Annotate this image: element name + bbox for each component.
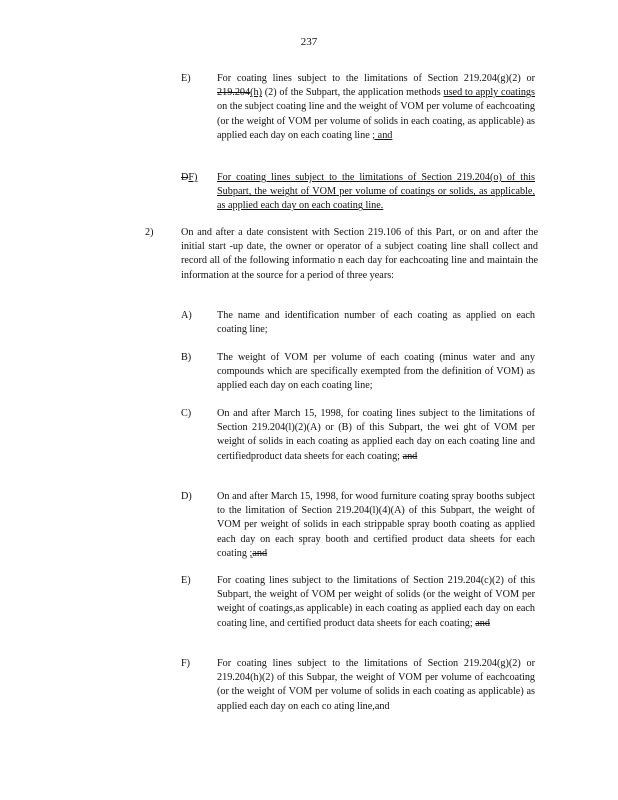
- item-text: [217, 309, 535, 337]
- item-label-text: A): [181, 310, 192, 321]
- item-label: [181, 351, 221, 365]
- item-text: [217, 657, 535, 714]
- text-segment: and: [402, 450, 418, 462]
- item-label: [181, 72, 221, 86]
- text-segment: (2) of the Subpart, the application methods: [262, 87, 444, 99]
- item-label-deleted: D: [181, 172, 189, 183]
- item-label-text: 2): [145, 227, 154, 238]
- item-label-text: E): [181, 575, 191, 586]
- item-text: [181, 226, 538, 283]
- text-segment: On and after March 15, 1998, for coating lines subject to the limitations of Section 219.204(l)(2)(A) or (B) of this Subpart, the wei ght of VOM per weight of solids in each coating as applied each day on each coating line and certifiedproduct data sheets for each coating;: [217, 408, 535, 462]
- item-label: [181, 407, 221, 421]
- item-label-text: E): [181, 73, 191, 84]
- item-text: [217, 171, 535, 214]
- page-number: 237: [300, 36, 318, 48]
- item-label: [181, 171, 221, 185]
- item-label-text: F): [188, 172, 198, 183]
- item-text: [217, 490, 535, 561]
- text-segment: For coating lines subject to the limitations of Section 219.204(g)(2) or 219.204(h)(2) of this Subpar, the weight of VOM per volume of eachcoating (or the weight of VOM per volume of solids in each coating as applicable) as applied each day on each co ating line,and: [217, 658, 535, 712]
- item-label-text: C): [181, 408, 192, 419]
- item-text: [217, 72, 535, 143]
- item-text: [217, 574, 535, 631]
- item-label: [181, 657, 221, 671]
- text-segment: 219.204: [217, 87, 251, 99]
- item-text: [217, 351, 535, 394]
- item-label: [181, 574, 221, 588]
- text-segment: ;: [249, 547, 253, 559]
- text-segment: and: [252, 547, 268, 559]
- text-segment: ; and: [372, 129, 393, 141]
- item-label: [181, 309, 221, 323]
- text-segment: For coating lines subject to the limitations of Section 219.204(o) of this Subpart, the weight of VOM per volume of coatings or solids, as applicable, as applied each day on each coating line.: [217, 172, 535, 212]
- text-segment: For coating lines subject to the limitations of Section 219.204(c)(2) of this Subpart, the weight of VOM per weight of solids (or the weight of VOM per weight of coatings,as applicable) in each coating as applied each day on each coating line, and certified product data sheets for each coating;: [217, 575, 535, 629]
- text-segment: On and after a date consistent with Section 219.106 of this Part, or on and after the initial start -up date, the owner or operator of a subject coating line shall collect and record all of the following informatio n each day for eachcoating line and maintain the information at the source for a period of three years:: [181, 227, 538, 281]
- text-segment: On and after March 15, 1998, for wood furniture coating spray booths subject to the limitation of Section 219.204(l)(4)(A) of this Subpart, the weight of VOM per weight of solids in each strippable spray booth coating as applied each day on each spray booth and certified product data sheets for each coating: [217, 491, 535, 559]
- text-segment: on the subject coating line and the weight of VOM per volume of eachcoating (or the weight of VOM per volume of solids in each coating, as applicable) as applied each day on each coating line: [217, 101, 535, 141]
- item-text: [217, 407, 535, 464]
- text-segment: The name and identification number of each coating as applied on each coating line;: [217, 310, 535, 336]
- item-label-text: B): [181, 352, 192, 363]
- text-segment: The weight of VOM per volume of each coating (minus water and any compounds which are specifically exempted from the definition of VOM) as applied each day on each coating line;: [217, 352, 535, 392]
- item-label-text: F): [181, 658, 191, 669]
- item-label: [145, 226, 185, 240]
- item-label: [181, 490, 221, 504]
- text-segment: (h): [250, 87, 262, 99]
- text-segment: and: [475, 617, 490, 629]
- text-segment: used to apply coatings: [443, 87, 535, 99]
- item-label-text: D): [181, 491, 192, 502]
- text-segment: For coating lines subject to the limitations of Section 219.204(g)(2) or: [217, 73, 535, 84]
